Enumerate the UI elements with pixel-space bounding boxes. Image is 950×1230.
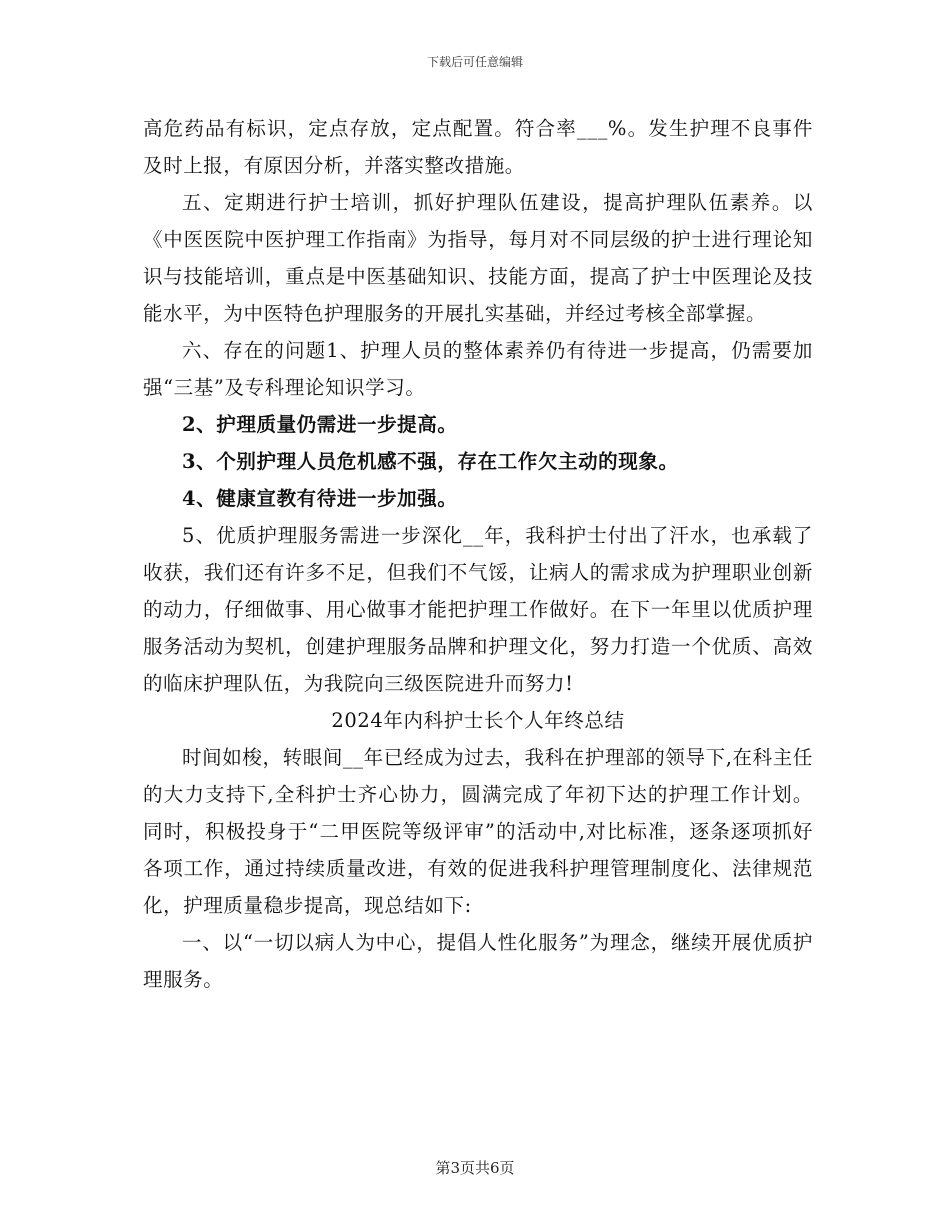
paragraph-intro: 时间如梭，转眼间__年已经成为过去，我科在护理部的领导下,在科主任的大力支持下,全科护士齐心协力，圆满完成了年初下达的护理工作计划。同时，积极投身于“二甲医院等级评审”的活动中,对比标准，逐条逐项抓好各项工作，通过持续质量改进，有效的促进我科护理管理制度化、法律规范化，护理质量稳步提高，现总结如下: (143, 746, 813, 917)
paragraph-problem-2: 2、护理质量仍需进一步提高。 (182, 413, 458, 436)
paragraph-training: 五、定期进行护士培训，抓好护理队伍建设，提高护理队伍素养。以《中医医院中医护理工作指南》为指导，每月对不同层级的护士进行理论知识与技能培训，重点是中医基础知识、技能方面，提高了护士中医理论及技能水平，为中医特色护理服务的开展扎实基础，并经过考核全部掌握。 (143, 191, 813, 325)
document-body (143, 110, 813, 998)
paragraph-problem-5: 5、优质护理服务需进一步深化__年，我科护士付出了汗水，也承载了收获，我们还有许多不足，但我们不气馁，让病人的需求成为护理职业创新的动力，仔细做事、用心做事才能把护理工作做好。在下一年里以优质护理服务活动为契机，创建护理服务品牌和护理文化，努力打造一个优质、高效的临床护理队伍，为我院向三级医院进升而努力! (143, 524, 813, 695)
section-title: 2024年内科护士长个人年终总结 (331, 709, 625, 732)
page-header: 下载后可任意编辑 (426, 55, 523, 69)
paragraph-section-one: 一、以“一切以病人为中心，提倡人性化服务”为理念，继续开展优质护理服务。 (143, 931, 813, 991)
paragraph-problem-3: 3、个别护理人员危机感不强，存在工作欠主动的现象。 (182, 450, 679, 473)
paragraph-problem-4: 4、健康宣教有待进一步加强。 (182, 487, 458, 510)
page-number: 第3页共6页 (435, 1159, 515, 1177)
paragraph-hazardous-drugs: 高危药品有标识，定点存放，定点配置。符合率___%。发生护理不良事件及时上报，有原因分析，并落实整改措施。 (143, 117, 813, 177)
paragraph-problems: 六、存在的问题1、护理人员的整体素养仍有待进一步提高，仍需要加强“三基”及专科理论知识学习。 (143, 339, 813, 399)
